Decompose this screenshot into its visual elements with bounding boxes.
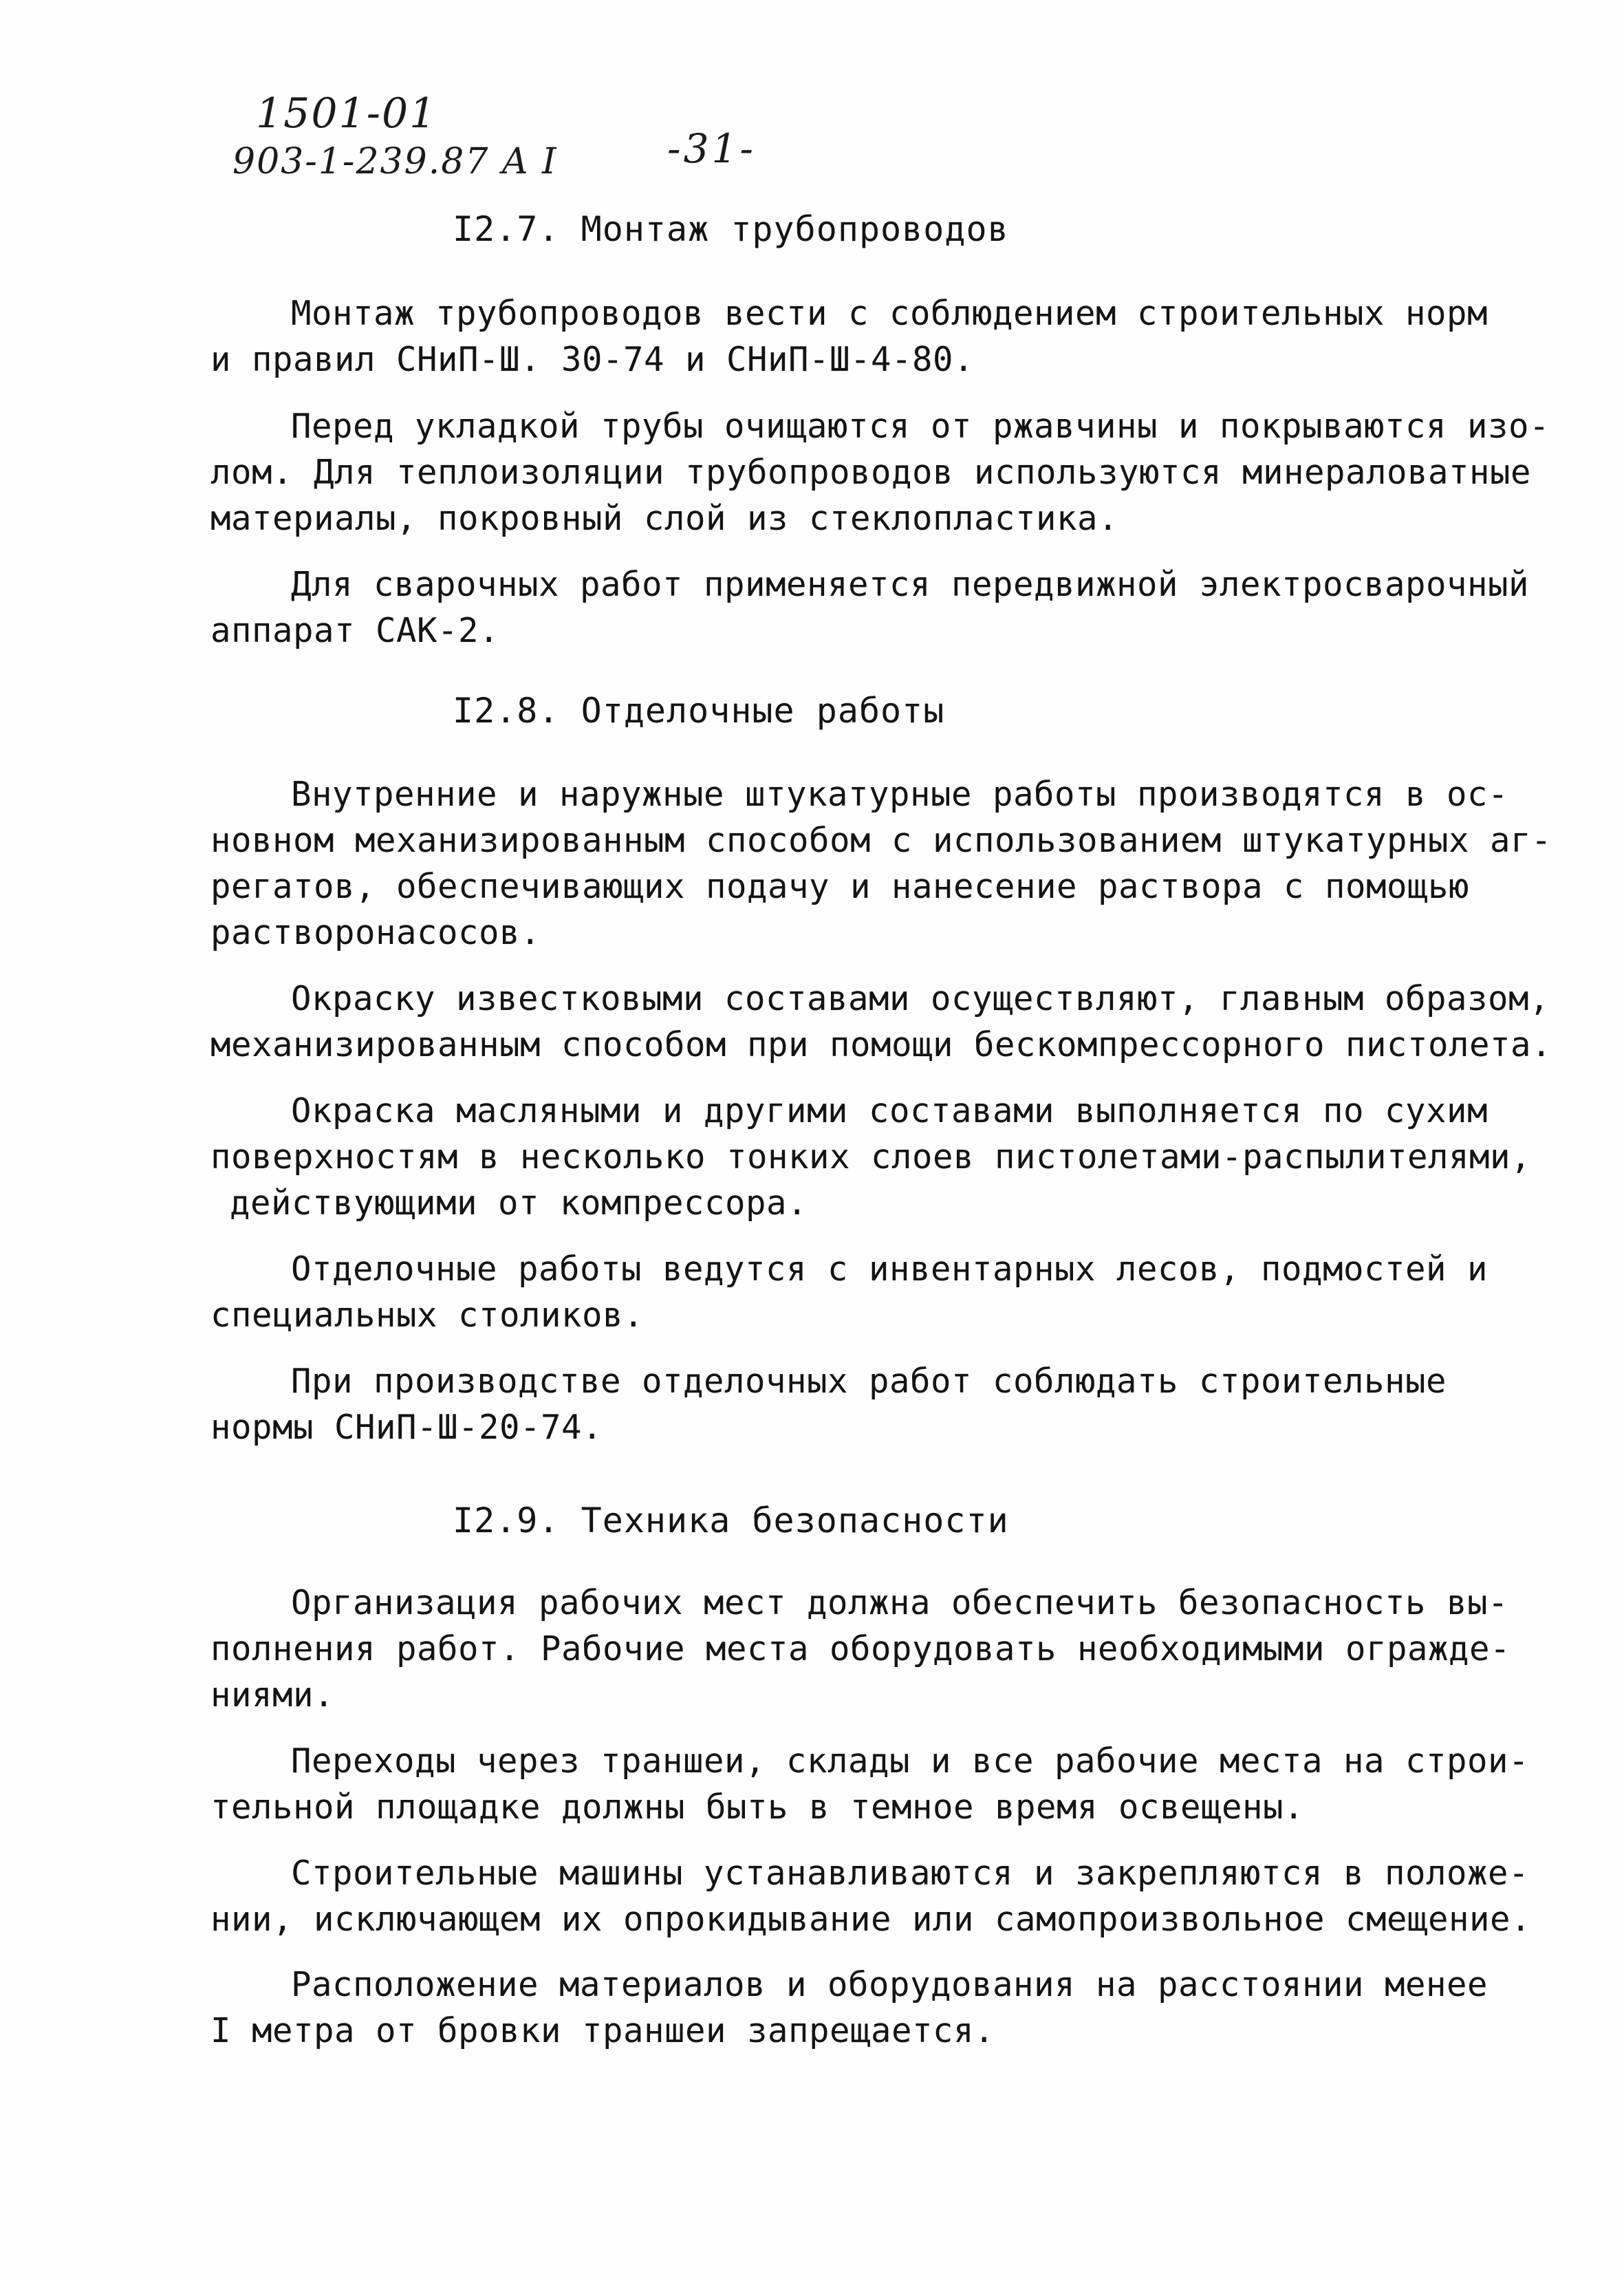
- text-line: специальных столиков.: [210, 1296, 645, 1335]
- section-heading-12-7: I2.7. Монтаж трубопроводов: [453, 209, 1009, 249]
- text-line: Окраска масляными и другими составами выполняется по сухим: [291, 1091, 1488, 1130]
- text-line: нормы СНиП-Ш-20-74.: [210, 1408, 603, 1447]
- text-line: Отделочные работы ведутся с инвентарных лесов, подмостей и: [291, 1249, 1488, 1289]
- text-line: ниями.: [210, 1675, 335, 1715]
- handwritten-document-code: 1501-01: [256, 89, 437, 138]
- text-line: Для сварочных работ применяется передвижной электросварочный: [291, 565, 1530, 604]
- text-line: Переходы через траншеи, склады и все рабочие места на строи-: [291, 1741, 1530, 1781]
- text-line: Строительные машины устанавливаются и закрепляются в положе-: [291, 1854, 1530, 1893]
- text-line: поверхностям в несколько тонких слоев пистолетами-распылителями,: [210, 1137, 1532, 1177]
- text-line: тельной площадке должны быть в темное время освещены.: [210, 1787, 1305, 1827]
- text-line: и правил СНиП-Ш. 30-74 и СНиП-Ш-4-80.: [210, 340, 975, 379]
- text-line: Окраску известковыми составами осуществляют, главным образом,: [291, 979, 1550, 1018]
- text-line: полнения работ. Рабочие места оборудовать необходимыми огражде-: [210, 1629, 1511, 1668]
- text-line: материалы, покровный слой из стеклопластика.: [210, 499, 1119, 538]
- text-line: При производстве отделочных работ соблюдать строительные: [291, 1362, 1447, 1401]
- page-number: -31-: [667, 125, 756, 172]
- text-line: нии, исключающем их опрокидывание или самопроизвольное смещение.: [210, 1900, 1532, 1939]
- text-line: лом. Для теплоизоляции трубопроводов используются минераловатные: [210, 453, 1532, 492]
- handwritten-project-code: 903-1-239.87 A I: [232, 141, 558, 182]
- text-line: Перед укладкой трубы очищаются от ржавчины и покрываются изо-: [291, 407, 1550, 446]
- text-line: регатов, обеспечивающих подачу и нанесение раствора с помощью: [210, 867, 1470, 906]
- text-line: Монтаж трубопроводов вести с соблюдением строительных норм: [291, 294, 1488, 333]
- section-heading-12-8: I2.8. Отделочные работы: [453, 691, 945, 731]
- text-line: растворонасосов.: [210, 913, 541, 952]
- text-line: I метра от бровки траншеи запрещается.: [210, 2011, 995, 2050]
- section-heading-12-9: I2.9. Техника безопасности: [453, 1501, 1009, 1540]
- text-line: действующими от компрессора.: [230, 1183, 808, 1223]
- text-line: механизированным способом при помощи бескомпрессорного пистолета.: [210, 1025, 1552, 1064]
- text-line: Организация рабочих мест должна обеспечить безопасность вы-: [291, 1583, 1509, 1622]
- text-line: новном механизированным способом с использованием штукатурных аг-: [210, 821, 1552, 860]
- text-line: аппарат САК-2.: [210, 611, 500, 650]
- text-line: Расположение материалов и оборудования на расстоянии менее: [291, 1965, 1488, 2004]
- text-line: Внутренние и наружные штукатурные работы производятся в ос-: [291, 775, 1509, 814]
